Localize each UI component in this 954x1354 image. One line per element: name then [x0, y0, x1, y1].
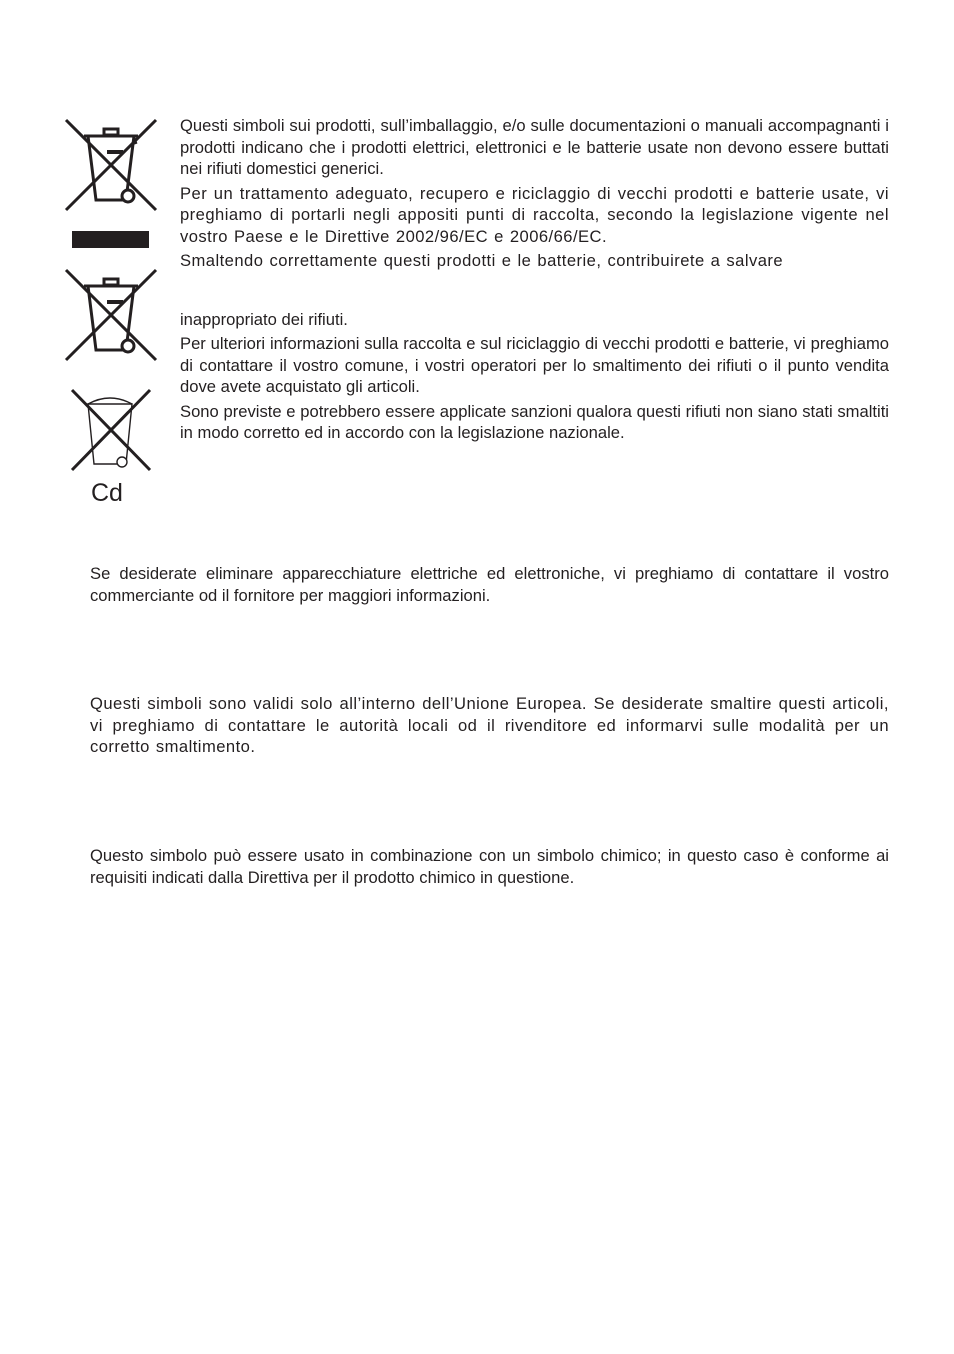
crossed-bin-battery-icon [62, 266, 162, 366]
paragraph-business-users: Se desiderate eliminare apparecchiature elettriche ed elettroniche, vi preghiamo di contattare il vostro commerciante od il fornitore per maggiori informazioni. [90, 564, 889, 605]
paragraph-further-info: Per ulteriori informazioni sulla raccolta e sul riciclaggio di vecchi prodotti e batterie, vi preghiamo di contattare il vostro comune, i vostri operatori per lo smaltimento dei rifiuti o il punto vendita dove avete acquistato gli articoli. [180, 334, 889, 396]
chemical-symbol-section [90, 845, 889, 891]
paragraph-inappropriate-waste: inappropriato dei rifiuti. [180, 309, 348, 329]
crossed-bin-cadmium-icon [68, 386, 154, 474]
main-text-block [180, 115, 889, 447]
business-users-section [90, 563, 889, 609]
paragraph-benefits: Smaltendo correttamente questi prodotti e le batterie, contribuirete a salvare [180, 251, 784, 270]
paragraph-collection-points: Per un trattamento adeguato, recupero e riciclaggio di vecchi prodotti e batterie usate, vi preghiamo di portarli negli appositi punti di raccolta, secondo la legislazione vigente nel vostro Paese e le Direttive 2002/96/EC e 2006/66/EC. [180, 183, 889, 246]
cadmium-symbol-label: Cd [91, 479, 123, 507]
crossed-bin-icon [62, 116, 162, 216]
paragraph-symbols-meaning: Questi simboli sui prodotti, sull’imballaggio, e/o sulle documentazioni o manuali accompagnanti i prodotti indicano che i prodotti elettrici, elettronici e le batterie usate non devono essere buttati nei rifiuti domestici generici. [180, 116, 889, 178]
separate-collection-bar-icon [72, 231, 149, 248]
outside-eu-section [90, 693, 889, 761]
paragraph-penalties: Sono previste e potrebbero essere applicate sanzioni qualora questi rifiuti non siano stati smaltiti in modo corretto ed in accordo con la legislazione nazionale. [180, 401, 889, 442]
paragraph-chemical-symbol: Questo simbolo può essere usato in combinazione con un simbolo chimico; in questo caso è conforme ai requisiti indicati dalla Direttiva per il prodotto chimico in questione. [90, 846, 889, 887]
paragraph-outside-eu: Questi simboli sono validi solo all’interno dell’Unione Europea. Se desiderate smaltire questi articoli, vi preghiamo di contattare le autorità locali od il rivenditore ed informarvi sulle modalità per un corretto smaltimento. [90, 694, 889, 756]
